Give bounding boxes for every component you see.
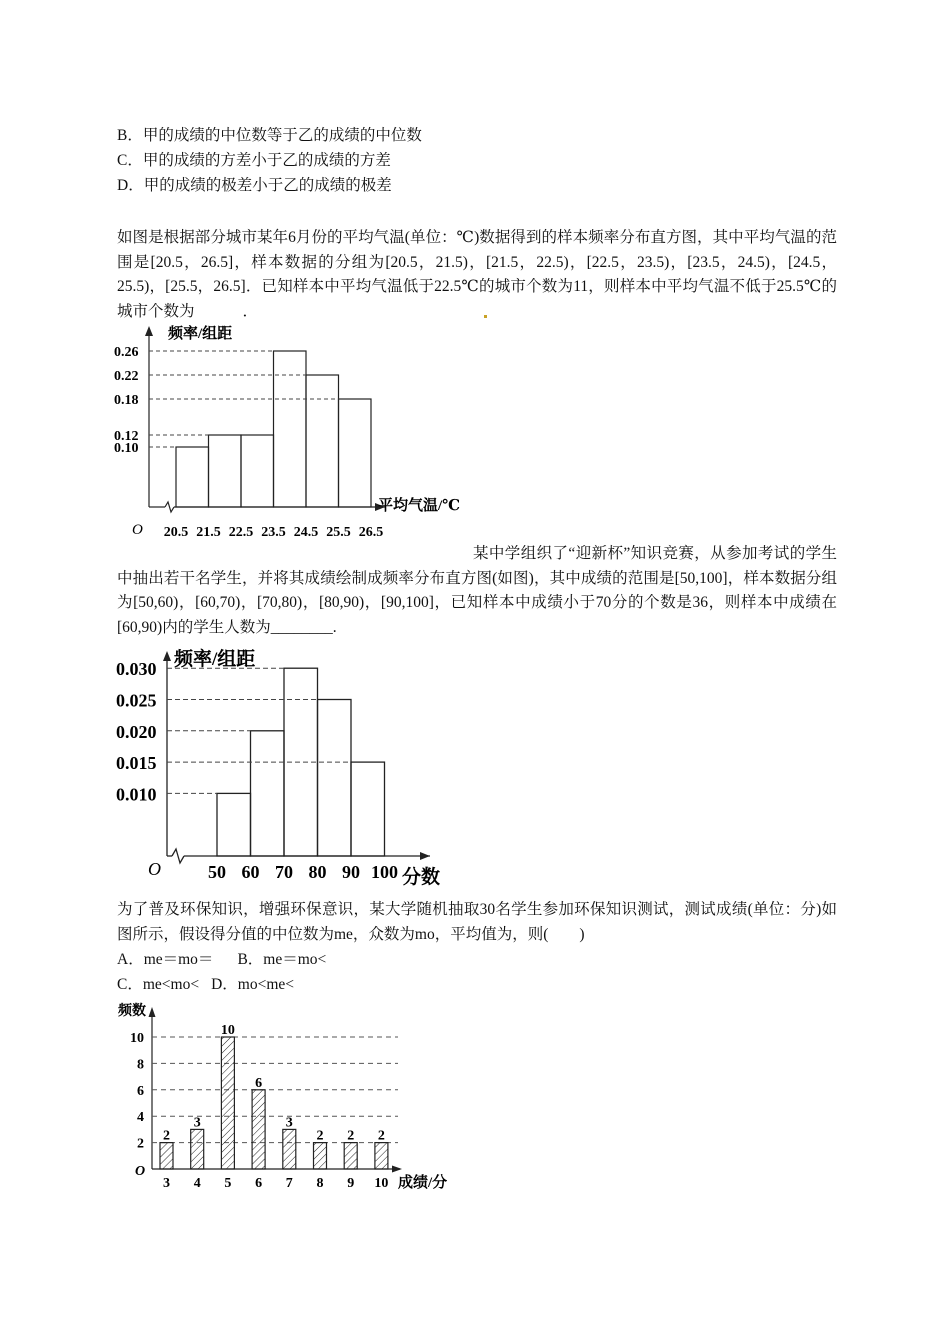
x-axis-arrow (392, 1166, 402, 1173)
option-c-q3: C．me<mo< (117, 976, 200, 993)
frequency-bar (375, 1143, 388, 1169)
question-1-text (117, 226, 837, 324)
y-tick-label: 0.18 (114, 393, 139, 408)
y-tick-label: 0.030 (116, 659, 157, 680)
frequency-bar (344, 1143, 357, 1169)
x-tick-label: 20.5 (163, 525, 189, 540)
data-label: 3 (193, 1115, 201, 1131)
stray-mark (484, 315, 487, 318)
x-tick-label: 4 (193, 1176, 201, 1191)
x-tick-label: 25.5 (326, 525, 351, 540)
option-b: B．甲的成绩的中位数等于乙的成绩的中位数 (117, 127, 422, 144)
y-tick-label: 0.12 (114, 429, 139, 444)
frequency-bar (191, 1129, 204, 1169)
y-tick-label: 4 (137, 1110, 144, 1126)
x-tick-label: 6 (255, 1176, 263, 1191)
y-tick-label: 0.015 (116, 753, 157, 774)
y-tick-label: 8 (137, 1057, 144, 1073)
y-axis-label: 频率/组距 (168, 326, 233, 342)
origin-label: O (135, 1164, 146, 1179)
x-tick-label: 23.5 (261, 525, 286, 540)
y-axis-label: 频率/组距 (174, 649, 256, 670)
x-tick-label: 3 (163, 1176, 170, 1191)
x-tick-label: 60 (241, 862, 260, 882)
frequency-bar (252, 1090, 265, 1169)
axis-break (165, 502, 174, 512)
axis-break (172, 849, 184, 863)
y-tick-label: 0.020 (116, 721, 157, 742)
x-tick-label: 5 (224, 1176, 232, 1191)
frequency-bar (160, 1143, 173, 1169)
y-tick-label: 0.10 (114, 441, 139, 456)
histogram-bar (251, 731, 285, 856)
y-tick-label: 0.22 (114, 369, 139, 384)
option-b-q3: B．me＝mo< (237, 951, 327, 968)
y-tick-label: 6 (137, 1083, 144, 1099)
x-tick-label: 10 (374, 1176, 389, 1191)
histogram-bar (274, 351, 307, 507)
y-tick-label: 0.26 (114, 345, 139, 360)
histogram-temperature (110, 322, 470, 542)
x-tick-label: 70 (275, 862, 293, 882)
data-label: 10 (220, 1023, 235, 1038)
x-tick-label: 24.5 (293, 525, 319, 540)
frequency-bar (221, 1037, 234, 1169)
question-2-text: 某中学组织了“迎新杯”知识竞赛，从参加考试的学生中抽出若干名学生，并将其成绩绘制成频率分布直方图(如图)，其中成绩的范围是[50,100]，样本数据分组为[50,60)，[60,70)，[70,80)，[80,90)，[90,100]，已知样本中成绩小于70分的个数是36，则样本中成绩在[60,90)内的学生人数为________. (117, 545, 837, 636)
option-a: A．me＝mo＝ (117, 951, 214, 968)
options-cd (117, 974, 294, 996)
y-tick-label: 10 (130, 1031, 144, 1046)
x-tick-label: 8 (316, 1176, 324, 1191)
x-axis-label: 分数 (402, 867, 441, 888)
frequency-bar (283, 1129, 296, 1169)
y-axis-label: 频数 (118, 1004, 146, 1019)
question-1-tail: ． (242, 302, 259, 320)
y-tick-label: 0.025 (116, 690, 157, 711)
y-axis-arrow (163, 651, 171, 661)
x-tick-label: 26.5 (358, 525, 384, 540)
bar-chart-frequency (110, 995, 470, 1195)
x-axis-label: 成绩/分 (398, 1175, 448, 1191)
histogram-bar (217, 793, 251, 856)
data-label: 3 (285, 1115, 293, 1131)
option-c: C．甲的成绩的方差小于乙的成绩的方差 (117, 152, 391, 169)
x-tick-label: 21.5 (196, 525, 221, 540)
histogram-bar (339, 399, 372, 507)
histogram-bar (306, 375, 339, 507)
data-label: 2 (316, 1128, 324, 1144)
option-d-q3: D．mo<me< (211, 976, 294, 993)
x-tick-label: 22.5 (228, 525, 254, 540)
x-tick-label: 7 (285, 1176, 293, 1191)
y-axis-arrow (149, 1007, 156, 1017)
x-tick-label: 50 (208, 862, 226, 882)
y-tick-label: 0.010 (116, 784, 157, 805)
origin-label: O (148, 859, 161, 879)
data-label: 6 (255, 1075, 263, 1091)
option-d: D．甲的成绩的极差小于乙的成绩的极差 (117, 177, 392, 194)
options-ab (117, 949, 326, 971)
x-axis-arrow (420, 852, 430, 860)
data-label: 2 (377, 1128, 385, 1144)
y-axis-arrow (145, 326, 153, 336)
x-tick-label: 80 (308, 862, 327, 882)
x-tick-label: 90 (342, 862, 360, 882)
histogram-bar (209, 435, 242, 507)
histogram-bar (318, 700, 352, 857)
x-axis-label: 平均气温/℃ (378, 498, 461, 514)
frequency-bar (314, 1143, 327, 1169)
x-tick-label: 9 (347, 1176, 355, 1191)
histogram-bar (176, 447, 209, 507)
question-3-text: 为了普及环保知识，增强环保意识，某大学随机抽取30名学生参加环保知识测试，测试成绩(单位：分)如图所示，假设得分值的中位数为me，众数为mo，平均值为，则( ) (117, 901, 837, 943)
y-tick-label: 2 (137, 1136, 144, 1152)
origin-label: O (132, 522, 143, 538)
x-tick-label: 100 (371, 862, 398, 882)
data-label: 2 (163, 1128, 170, 1144)
histogram-scores (110, 645, 450, 890)
data-label: 2 (347, 1128, 355, 1144)
question-1-body: 如图是根据部分城市某年6月份的平均气温(单位：℃)数据得到的样本频率分布直方图，其中平均气温的范围是[20.5，26.5]，样本数据的分组为[20.5，21.5)，[21.5，22.5)，[22.5，23.5)，[23.5，24.5)，[24.5，25.5)，[25.5，26.5]．已知样本中平均气温低于22.5℃的城市个数为11，则样本中平均气温不低于25.5℃的城市个数为 (117, 229, 837, 320)
histogram-bar (241, 435, 274, 507)
histogram-bar (351, 762, 385, 856)
